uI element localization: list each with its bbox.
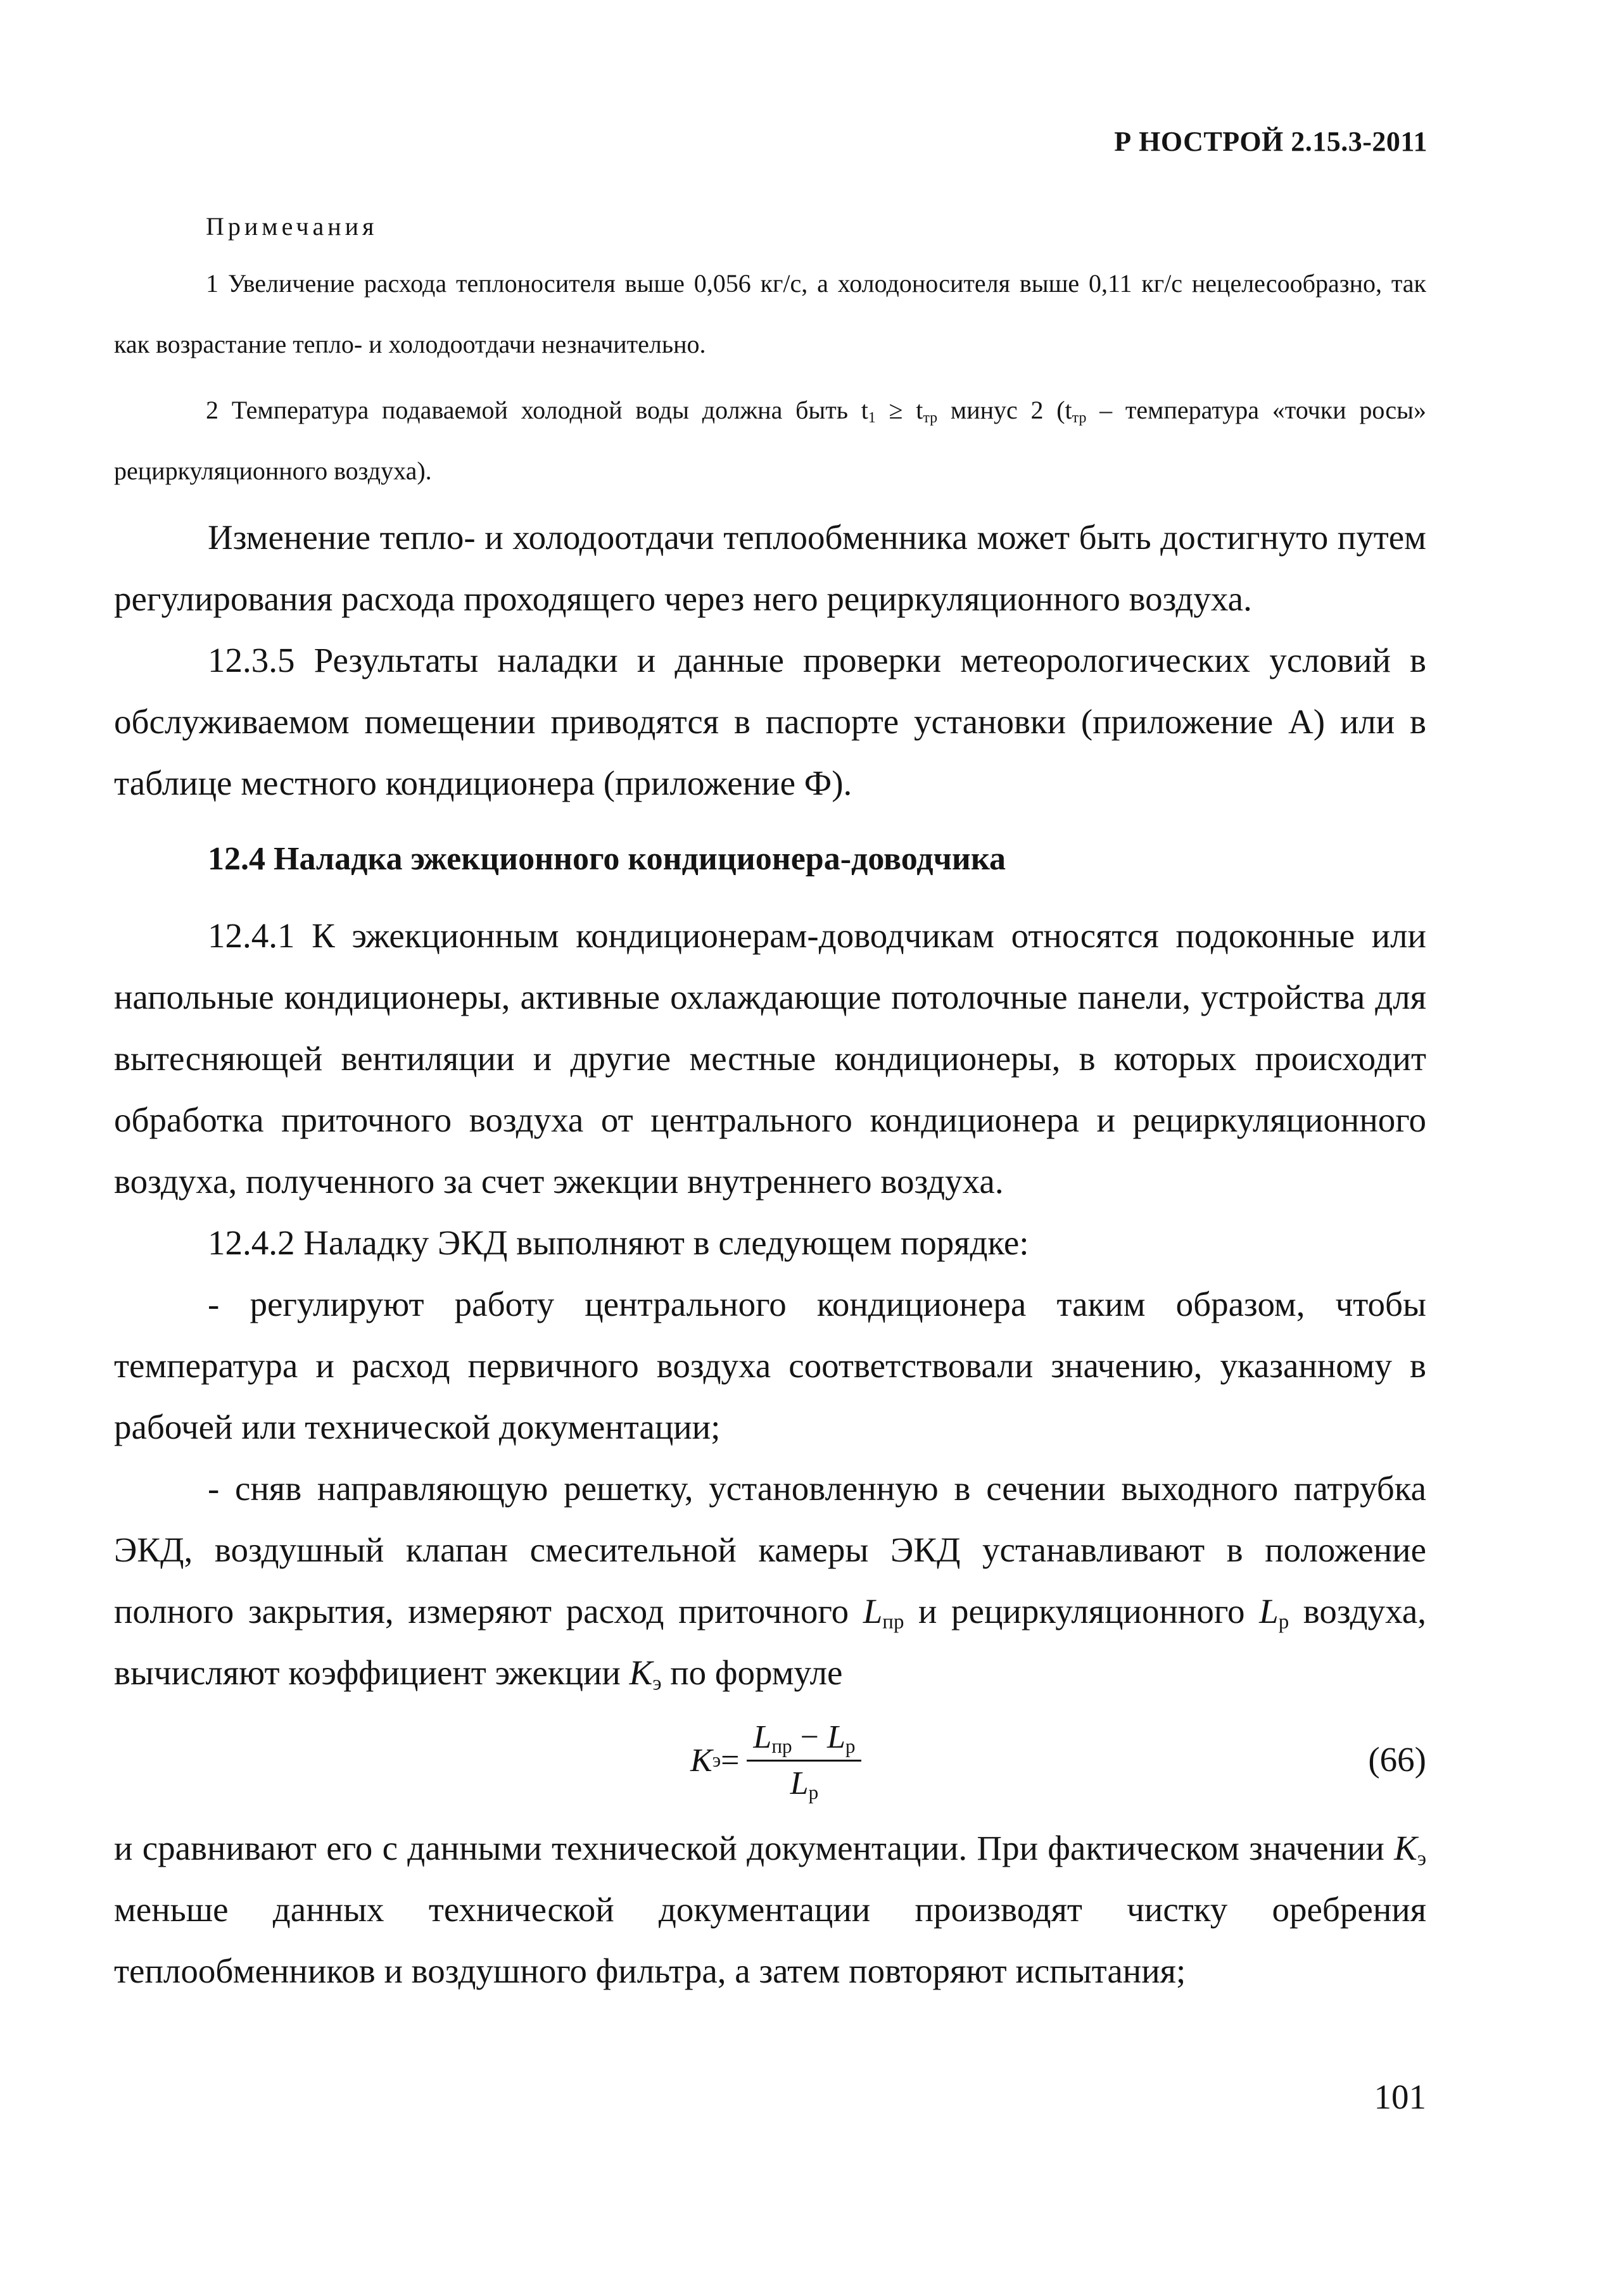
formula-66 xyxy=(114,1703,1426,1817)
paragraph-12-3-5: 12.3.5 Результаты наладки и данные проверки метеорологических условий в обслуживаемом помещении приводятся в паспорте установки (приложение А) или в таблице местного кондиционера (приложение Ф). xyxy=(114,641,1426,802)
list-item-regulate: - регулируют работу центрального кондиционера таким образом, чтобы температура и расход первичного воздуха соответствовали значению, указанному в рабочей или технической документации; xyxy=(114,1285,1426,1446)
note-1: 1 Увеличение расхода теплоносителя выше 0,056 кг/с, а холодоносителя выше 0,11 кг/с нецелесообразно, так как возрастание тепло- и холодоотдачи незначительно. xyxy=(114,269,1426,358)
paragraph-heat-exchanger: Изменение тепло- и холодоотдачи теплообменника может быть достигнуто путем регулирования расхода проходящего через него рециркуляционного воздуха. xyxy=(114,518,1426,618)
paragraph-12-4-1: 12.4.1 К эжекционным кондиционерам-доводчикам относятся подоконные или напольные кондиционеры, активные охлаждающие потолочные панели, устройства для вытесняющей вентиляции и другие местные кондиционеры, в которых происходит обработка приточного воздуха от центрального кондиционера и рециркуляционного воздуха, полученного за счет эжекции внутреннего воздуха. xyxy=(114,916,1426,1201)
section-heading-12-4: 12.4 Наладка эжекционного кондиционера-доводчика xyxy=(208,841,1006,877)
formula-numerator: $L_{пр} - L_р$ xyxy=(747,1718,861,1762)
formula-fraction xyxy=(747,1718,861,1803)
ejection-coefficient-formula: K э = $\frac{L_{пр} - L_р}{L_р}$ xyxy=(690,1703,861,1817)
list-item-remove-grille: - сняв направляющую решетку, установленную в сечении выходного патрубка ЭКД, воздушный клапан смесительной камеры ЭКД устанавливают в положение полного закрытия, измеряют расход приточного $L_{пр}$ и рециркуляционного $L_р$ воздуха, вычисляют коэффициент эжекции $K_э$ по формуле xyxy=(114,1469,1427,1695)
note-2: 2 Температура подаваемой холодной воды должна быть $t_1 \ge t_{тр}$ минус 2 ($t_{тр}$ – температура «точки росы» рециркуляционного воздуха). xyxy=(114,396,1426,485)
paragraph-12-4-2: 12.4.2 Наладку ЭКД выполняют в следующем порядке: xyxy=(208,1223,1029,1262)
formula-denominator: $L_р$ xyxy=(790,1765,819,1803)
formula-number: (66) xyxy=(1368,1740,1426,1779)
document-code-header: Р НОСТРОЙ 2.15.3-2011 xyxy=(1114,126,1428,157)
notes-title: Примечания xyxy=(206,212,378,241)
page-number: 101 xyxy=(1374,2078,1426,2116)
page-content xyxy=(114,209,1426,2002)
paragraph-compare: и сравнивают его с данными технической документации. При фактическом значении $K_э$ меньше данных технической документации производят чистку оребрения теплообменников и воздушного фильтра, а затем повторяют испытания; xyxy=(114,1829,1426,1990)
